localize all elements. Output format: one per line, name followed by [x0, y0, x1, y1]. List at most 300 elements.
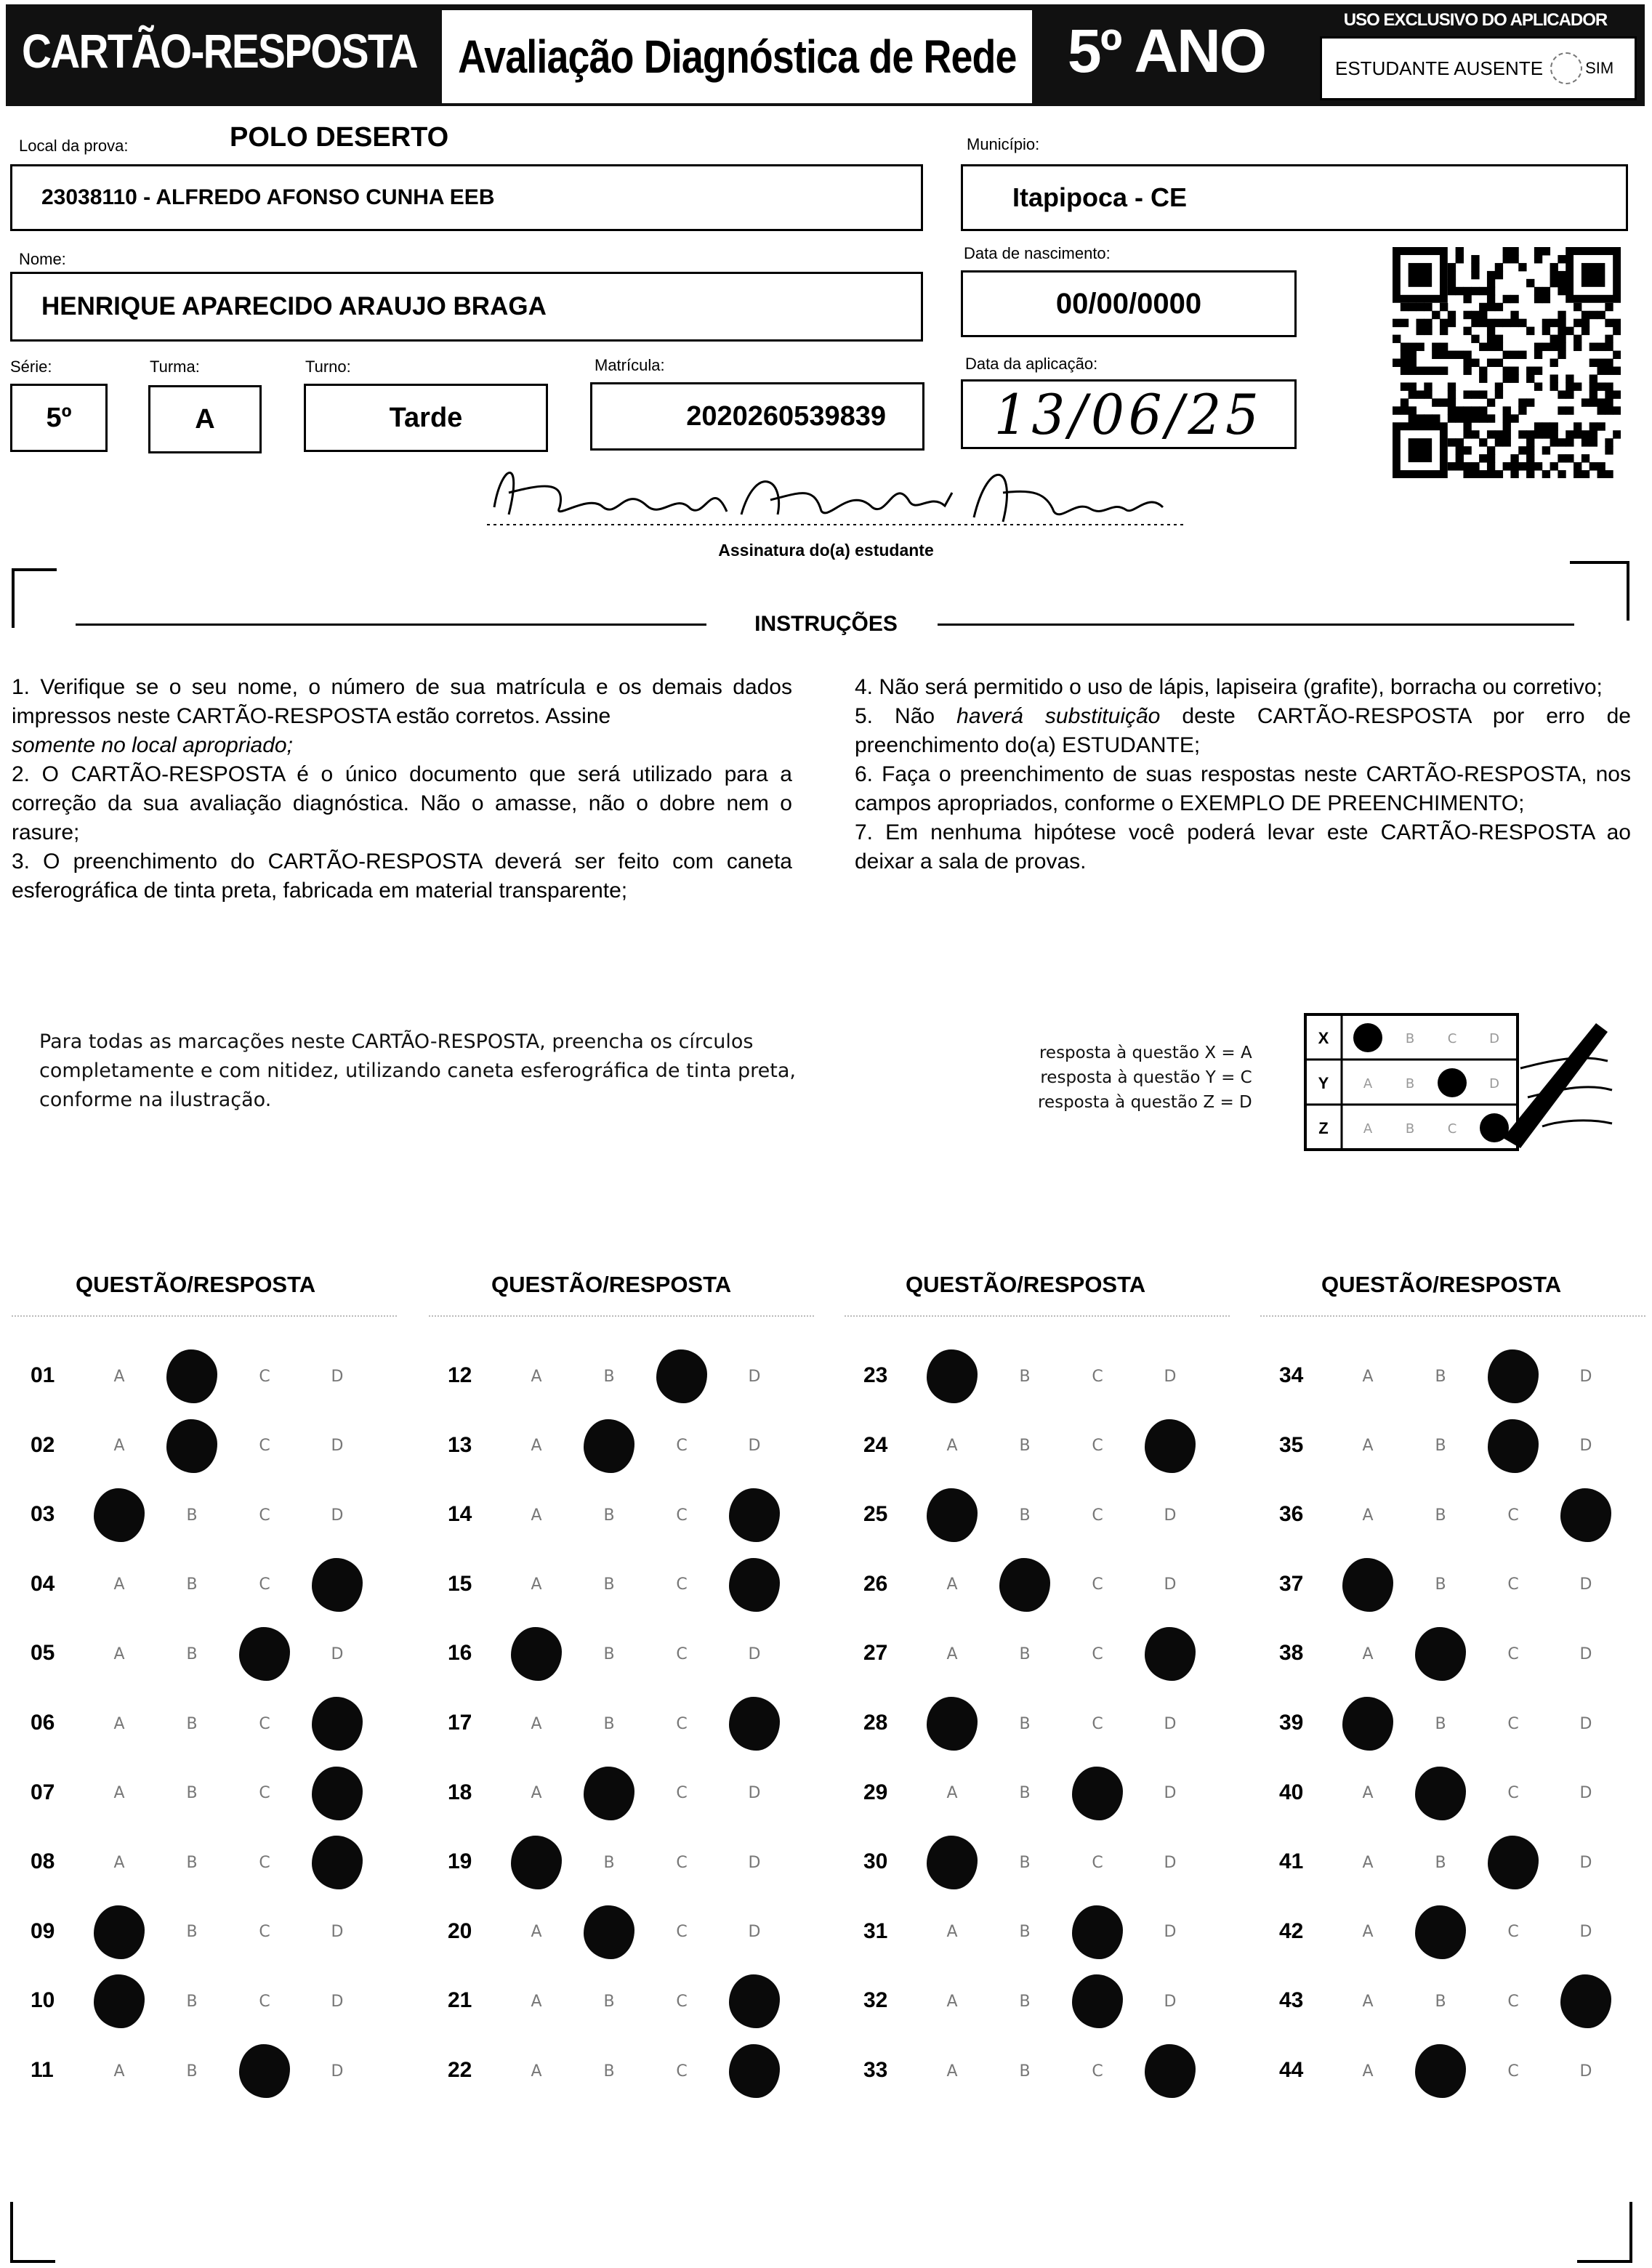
instruction-5 — [855, 702, 1631, 760]
answer-bubble-filled[interactable] — [927, 1349, 978, 1403]
turno-label: Turno: — [305, 358, 351, 376]
example-row-label: X — [1318, 1029, 1329, 1047]
answer-bubble[interactable]: A — [1362, 1644, 1374, 1663]
question-number: 09 — [31, 1918, 55, 1943]
school-field — [10, 164, 923, 231]
answer-bubble[interactable]: A — [113, 1575, 125, 1594]
answer-bubble[interactable]: D — [331, 1437, 344, 1456]
question-number: 37 — [1279, 1571, 1304, 1596]
answer-bubble[interactable]: C — [259, 1506, 270, 1525]
exam-title-box — [442, 10, 1032, 103]
answer-bubble[interactable]: C — [1092, 1367, 1103, 1386]
answer-bubble-filled[interactable] — [239, 2044, 290, 2098]
answer-bubble[interactable]: D — [1579, 1784, 1592, 1803]
polo-value: POLO DESERTO — [230, 122, 449, 153]
answer-bubble[interactable]: B — [603, 1853, 615, 1872]
question-number: 28 — [863, 1711, 888, 1735]
answer-bubble-filled[interactable] — [1072, 1767, 1123, 1820]
question-number: 39 — [1279, 1711, 1304, 1735]
answer-column-header: QUESTÃO/RESPOSTA — [906, 1272, 1146, 1297]
example-option-letter: D — [1489, 1076, 1499, 1091]
question-number: 26 — [863, 1571, 888, 1596]
answer-bubble[interactable]: B — [1019, 1784, 1031, 1803]
answer-bubble[interactable]: B — [186, 1575, 198, 1594]
answer-bubble[interactable]: B — [1435, 1714, 1446, 1733]
card-title: CARTÃO-RESPOSTA — [22, 24, 417, 78]
answer-bubble-filled[interactable] — [1488, 1836, 1539, 1889]
nascimento-field — [961, 270, 1297, 337]
nome-value: HENRIQUE APARECIDO ARAUJO BRAGA — [41, 292, 547, 320]
answer-bubble[interactable]: D — [748, 1784, 761, 1803]
question-number: 24 — [863, 1432, 888, 1457]
answer-bubble-filled[interactable] — [729, 1488, 780, 1542]
question-number: 25 — [863, 1502, 888, 1527]
instruction-5-emphasis: haverá substituição — [956, 704, 1161, 728]
answer-bubble-filled[interactable] — [1145, 1627, 1196, 1681]
answer-bubble[interactable]: A — [1362, 1506, 1374, 1525]
exam-title: Avaliação Diagnóstica de Rede — [457, 31, 1017, 83]
answer-bubble[interactable]: A — [1362, 1853, 1374, 1872]
answer-bubble-filled[interactable] — [1488, 1349, 1539, 1403]
answer-bubble[interactable]: D — [1579, 1714, 1592, 1733]
answer-bubble[interactable]: C — [676, 1853, 688, 1872]
instruction-1-emphasis: somente no local apropriado; — [12, 733, 293, 757]
answer-bubble-filled[interactable] — [94, 1974, 145, 2028]
instructions-title: INSTRUÇÕES — [754, 612, 898, 636]
answer-bubble[interactable]: D — [1579, 1923, 1592, 1942]
answer-column-rule — [1260, 1315, 1645, 1318]
answer-bubble[interactable]: A — [1362, 1367, 1374, 1386]
answer-bubble[interactable]: B — [1019, 1714, 1031, 1733]
question-number: 36 — [1279, 1502, 1304, 1527]
answer-bubble[interactable]: A — [1362, 1923, 1374, 1942]
answer-bubble[interactable]: B — [1019, 1437, 1031, 1456]
answer-bubble-filled[interactable] — [312, 1558, 363, 1612]
answer-bubble[interactable]: C — [259, 1784, 270, 1803]
answer-bubble-filled[interactable] — [656, 1349, 707, 1403]
answer-bubble[interactable]: A — [946, 1644, 958, 1663]
question-number: 29 — [863, 1780, 888, 1804]
answer-bubble[interactable]: A — [531, 1367, 542, 1386]
answer-bubble[interactable]: C — [676, 1992, 688, 2011]
answer-bubble[interactable]: B — [186, 1714, 198, 1733]
answer-bubble[interactable]: A — [531, 2062, 542, 2081]
instructions-left — [12, 673, 792, 905]
answer-bubble-filled[interactable] — [312, 1836, 363, 1889]
answer-bubble[interactable]: C — [1507, 1644, 1519, 1663]
answer-bubble[interactable]: B — [1019, 1853, 1031, 1872]
local-label: Local da prova: — [19, 137, 129, 155]
answer-bubble-filled[interactable] — [1145, 1419, 1196, 1473]
answer-bubble[interactable]: C — [1507, 1784, 1519, 1803]
nascimento-value: 00/00/0000 — [1055, 287, 1202, 320]
answer-bubble[interactable]: B — [1435, 1853, 1446, 1872]
example-legend-y: resposta à questão Y = C — [1040, 1068, 1252, 1087]
signature-area — [480, 449, 1192, 529]
answer-bubble[interactable]: B — [1435, 1367, 1446, 1386]
answer-bubble-filled[interactable] — [239, 1627, 290, 1681]
answer-bubble[interactable]: A — [946, 2062, 958, 2081]
question-number: 05 — [31, 1641, 55, 1666]
answer-bubble[interactable]: D — [331, 1644, 344, 1663]
answer-bubble[interactable]: A — [531, 1992, 542, 2011]
answer-bubble-filled[interactable] — [927, 1697, 978, 1751]
answer-bubble[interactable]: B — [1435, 1506, 1446, 1525]
answer-bubble-filled[interactable] — [999, 1558, 1050, 1612]
question-number: 01 — [31, 1363, 55, 1387]
municipio-field — [961, 164, 1628, 231]
answer-bubble-filled[interactable] — [1072, 1905, 1123, 1959]
question-number: 18 — [448, 1780, 472, 1804]
answer-bubble[interactable]: A — [113, 1367, 125, 1386]
applicator-label: USO EXCLUSIVO DO APLICADOR — [1343, 10, 1608, 30]
answer-bubble[interactable]: C — [1507, 1506, 1519, 1525]
instructions-right — [855, 673, 1631, 876]
nascimento-label: Data de nascimento: — [964, 244, 1111, 262]
answer-bubble-filled[interactable] — [1488, 1419, 1539, 1473]
question-number: 22 — [448, 2058, 472, 2082]
absent-label: ESTUDANTE AUSENTE — [1335, 57, 1544, 79]
answer-column-header: QUESTÃO/RESPOSTA — [491, 1272, 732, 1297]
answer-bubble[interactable]: B — [603, 1714, 615, 1733]
answer-column-rule — [429, 1315, 814, 1318]
answer-bubble-filled[interactable] — [94, 1488, 145, 1542]
example-text: Para todas as marcações neste CARTÃO-RESPOSTA, preencha os círculos completamente e com nitidez, utilizando caneta esferográfica de tinta preta, conforme na ilustração. — [39, 1030, 796, 1111]
answer-bubble[interactable]: B — [186, 1853, 198, 1872]
answer-bubble[interactable]: B — [1435, 1992, 1446, 2011]
example-legend — [1038, 1041, 1252, 1115]
instruction-6: 6. Faça o preenchimento de suas respostas neste CARTÃO-RESPOSTA, nos campos apropriados, conforme o EXEMPLO DE PREENCHIMENTO; — [855, 762, 1631, 815]
answer-bubble[interactable]: B — [603, 1367, 615, 1386]
aplicacao-label: Data da aplicação: — [965, 355, 1098, 373]
serie-field — [10, 384, 108, 452]
answer-bubble[interactable]: B — [1019, 1644, 1031, 1663]
answer-bubble[interactable]: B — [186, 1506, 198, 1525]
answer-bubble[interactable]: C — [259, 1992, 270, 2011]
question-number: 34 — [1279, 1363, 1304, 1387]
serie-value: 5º — [46, 402, 72, 433]
question-number: 08 — [31, 1849, 55, 1874]
answer-bubble-filled[interactable] — [927, 1488, 978, 1542]
answer-bubble[interactable]: D — [1164, 1367, 1177, 1386]
answer-bubble-filled[interactable] — [584, 1419, 634, 1473]
answer-bubble[interactable]: B — [603, 1644, 615, 1663]
answer-bubble-filled[interactable] — [166, 1419, 217, 1473]
answer-bubble[interactable]: B — [1019, 1367, 1031, 1386]
answer-bubble[interactable]: D — [1579, 1853, 1592, 1872]
answer-bubble[interactable]: C — [676, 1575, 688, 1594]
answer-bubble[interactable]: C — [1092, 1575, 1103, 1594]
answer-bubble[interactable]: C — [259, 1714, 270, 1733]
matricula-label: Matrícula: — [595, 356, 665, 374]
question-number: 14 — [448, 1502, 472, 1527]
answer-bubble[interactable]: A — [531, 1714, 542, 1733]
answer-bubble[interactable]: B — [603, 1575, 615, 1594]
example-row-label: Y — [1318, 1074, 1329, 1092]
answer-bubble[interactable]: D — [1164, 1923, 1177, 1942]
answer-bubble-filled[interactable] — [166, 1349, 217, 1403]
aplicacao-value: 13/06/25 — [994, 382, 1263, 447]
example-option-letter: D — [1489, 1031, 1499, 1046]
question-number: 10 — [31, 1988, 55, 2013]
answer-bubble[interactable]: D — [1164, 1853, 1177, 1872]
turno-value: Tarde — [389, 402, 463, 433]
question-number: 21 — [448, 1988, 472, 2013]
answer-bubble-filled[interactable] — [1560, 1974, 1611, 2028]
answer-bubble-filled[interactable] — [511, 1627, 562, 1681]
absent-option: SIM — [1585, 59, 1614, 77]
answer-bubble[interactable]: C — [259, 1923, 270, 1942]
answer-bubble-filled[interactable] — [729, 1974, 780, 2028]
answer-bubble[interactable]: C — [259, 1437, 270, 1456]
answer-bubble[interactable]: B — [186, 1644, 198, 1663]
answer-bubble[interactable]: A — [1362, 1992, 1374, 2011]
instruction-5-b: deste CARTÃO-RESPOSTA por erro de preenchimento do(a) ESTUDANTE; — [855, 704, 1631, 757]
serie-label: Série: — [10, 358, 52, 376]
example-illustration — [1302, 1010, 1615, 1155]
answer-bubble[interactable]: D — [748, 1367, 761, 1386]
answer-bubble-filled[interactable] — [1145, 2044, 1196, 2098]
answer-bubble[interactable]: D — [331, 1992, 344, 2011]
answer-bubble[interactable]: D — [331, 1367, 344, 1386]
answer-bubble[interactable]: B — [186, 1784, 198, 1803]
answer-bubble[interactable]: D — [748, 1437, 761, 1456]
answer-bubble[interactable]: A — [1362, 2062, 1374, 2081]
question-number: 32 — [863, 1988, 888, 2013]
answer-bubble[interactable]: D — [748, 1644, 761, 1663]
answer-bubble[interactable]: D — [1579, 1437, 1592, 1456]
answer-bubble-filled[interactable] — [584, 1767, 634, 1820]
answer-bubble[interactable]: B — [186, 2062, 198, 2081]
answer-column-rule — [845, 1315, 1230, 1318]
answer-bubble[interactable]: A — [531, 1575, 542, 1594]
answer-bubble-filled[interactable] — [1342, 1697, 1393, 1751]
question-number: 17 — [448, 1711, 472, 1735]
answer-column-header: QUESTÃO/RESPOSTA — [76, 1272, 316, 1297]
answer-bubble[interactable]: B — [186, 1992, 198, 2011]
answer-bubble-filled[interactable] — [511, 1836, 562, 1889]
answer-bubble[interactable]: B — [603, 1992, 615, 2011]
answer-bubble[interactable]: A — [946, 1923, 958, 1942]
answer-bubble[interactable]: C — [676, 1714, 688, 1733]
turno-field — [304, 384, 548, 452]
example-option-letter: B — [1405, 1076, 1415, 1091]
absent-bubble[interactable] — [1550, 52, 1582, 84]
answer-bubble[interactable]: D — [748, 1853, 761, 1872]
example-row-label: Z — [1318, 1119, 1329, 1137]
answer-bubble-filled[interactable] — [1415, 1767, 1466, 1820]
matricula-value: 2020260539839 — [686, 400, 886, 432]
question-number: 33 — [863, 2058, 888, 2082]
answer-bubble-filled[interactable] — [729, 1697, 780, 1751]
answer-bubble[interactable]: D — [1164, 1575, 1177, 1594]
answer-bubble[interactable]: D — [1579, 1367, 1592, 1386]
answer-bubble[interactable]: C — [1507, 1923, 1519, 1942]
answer-column-rule — [12, 1315, 397, 1318]
question-number: 15 — [448, 1571, 472, 1596]
answer-bubble[interactable]: C — [1092, 1437, 1103, 1456]
answer-bubble[interactable]: A — [946, 1575, 958, 1594]
answer-bubble[interactable]: A — [946, 1437, 958, 1456]
answer-bubble[interactable]: D — [331, 1506, 344, 1525]
answer-bubble[interactable]: A — [113, 1437, 125, 1456]
answer-column-header: QUESTÃO/RESPOSTA — [1321, 1272, 1562, 1297]
answer-bubble-filled[interactable] — [312, 1697, 363, 1751]
answer-bubble-filled[interactable] — [1072, 1974, 1123, 2028]
answer-bubble[interactable]: C — [1092, 1853, 1103, 1872]
answer-bubble[interactable]: D — [1164, 1784, 1177, 1803]
answer-bubble-filled[interactable] — [1415, 2044, 1466, 2098]
answer-bubble-filled[interactable] — [729, 2044, 780, 2098]
answer-bubble-filled[interactable] — [1560, 1488, 1611, 1542]
answer-bubble[interactable]: B — [1435, 1575, 1446, 1594]
answer-bubble[interactable]: C — [1092, 1644, 1103, 1663]
question-number: 06 — [31, 1711, 55, 1735]
answer-bubble[interactable]: A — [531, 1506, 542, 1525]
signature-drawing — [480, 449, 1192, 529]
answer-bubble[interactable]: D — [331, 2062, 344, 2081]
nome-field — [10, 272, 923, 342]
answer-bubble[interactable]: D — [1164, 1992, 1177, 2011]
question-number: 41 — [1279, 1849, 1304, 1874]
question-number: 11 — [31, 2058, 54, 2082]
question-number: 07 — [31, 1780, 55, 1804]
example-filled-bubble — [1438, 1068, 1467, 1097]
answer-bubble[interactable]: C — [676, 1784, 688, 1803]
answer-bubble-filled[interactable] — [1342, 1558, 1393, 1612]
aplicacao-field — [961, 379, 1297, 449]
answer-bubble[interactable]: A — [1362, 1784, 1374, 1803]
answer-bubble[interactable]: D — [1579, 1575, 1592, 1594]
answer-bubble[interactable]: B — [1019, 2062, 1031, 2081]
turma-label: Turma: — [150, 358, 200, 376]
answer-bubble[interactable]: B — [186, 1923, 198, 1942]
answer-bubble-filled[interactable] — [1415, 1627, 1466, 1681]
turma-value: A — [195, 403, 215, 435]
answer-bubble[interactable]: C — [676, 1923, 688, 1942]
question-number: 03 — [31, 1502, 55, 1527]
matricula-field — [590, 382, 924, 451]
answer-bubble[interactable]: C — [1092, 1506, 1103, 1525]
answer-bubble[interactable]: A — [113, 1644, 125, 1663]
instruction-3: 3. O preenchimento do CARTÃO-RESPOSTA deverá ser feito com caneta esferográfica de tinta preta, fabricada em material transparente; — [12, 850, 792, 903]
answer-bubble[interactable]: A — [1362, 1437, 1374, 1456]
qr-code — [1393, 247, 1621, 478]
answer-bubble[interactable]: C — [676, 1644, 688, 1663]
grade-badge: 5º ANO — [1067, 16, 1266, 85]
municipio-value: Itapipoca - CE — [1012, 182, 1188, 212]
question-number: 12 — [448, 1363, 472, 1387]
answer-bubble[interactable]: C — [1507, 1992, 1519, 2011]
answer-bubble[interactable]: C — [676, 2062, 688, 2081]
signature-label: Assinatura do(a) estudante — [718, 541, 934, 560]
question-number: 23 — [863, 1363, 888, 1387]
absent-box — [1320, 36, 1637, 100]
answer-bubble-filled[interactable] — [94, 1905, 145, 1959]
question-number: 19 — [448, 1849, 472, 1874]
answer-bubble[interactable]: A — [113, 1784, 125, 1803]
answer-bubble[interactable]: A — [946, 1992, 958, 2011]
answer-bubble[interactable]: B — [603, 1506, 615, 1525]
question-number: 02 — [31, 1432, 55, 1457]
answer-bubble[interactable]: C — [1507, 1575, 1519, 1594]
question-number: 13 — [448, 1432, 472, 1457]
instruction-4: 4. Não será permitido o uso de lápis, lapiseira (grafite), borracha ou corretivo; — [855, 675, 1603, 699]
answer-bubble[interactable]: C — [1507, 1714, 1519, 1733]
question-number: 43 — [1279, 1988, 1304, 2013]
answer-bubble[interactable]: D — [331, 1923, 344, 1942]
turma-field — [148, 385, 262, 453]
question-number: 27 — [863, 1641, 888, 1666]
example-option-letter: A — [1363, 1121, 1373, 1137]
answer-bubble[interactable]: C — [1507, 2062, 1519, 2081]
instruction-5-a: 5. Não — [855, 704, 935, 728]
answer-bubble[interactable]: B — [603, 2062, 615, 2081]
question-number: 42 — [1279, 1918, 1304, 1943]
answer-bubble[interactable]: D — [1164, 1714, 1177, 1733]
answer-bubble[interactable]: B — [1019, 1992, 1031, 2011]
answer-bubble[interactable]: A — [531, 1784, 542, 1803]
instruction-2: 2. O CARTÃO-RESPOSTA é o único documento que será utilizado para a correção da sua avaliação diagnóstica. Não o amasse, não o dobre nem o rasure; — [12, 762, 792, 844]
answer-bubble[interactable]: A — [946, 1784, 958, 1803]
answer-bubble[interactable]: B — [1019, 1923, 1031, 1942]
question-number: 35 — [1279, 1432, 1304, 1457]
answer-bubble[interactable]: C — [259, 1575, 270, 1594]
question-number: 20 — [448, 1918, 472, 1943]
answer-bubble[interactable]: C — [259, 1367, 270, 1386]
answer-bubble[interactable]: D — [1164, 1506, 1177, 1525]
answer-bubble[interactable]: D — [748, 1923, 761, 1942]
answer-bubble[interactable]: A — [113, 1853, 125, 1872]
answer-bubble[interactable]: C — [259, 1853, 270, 1872]
answer-bubble[interactable]: A — [113, 1714, 125, 1733]
answer-bubble-filled[interactable] — [312, 1767, 363, 1820]
example-option-letter: B — [1405, 1031, 1415, 1046]
answer-bubble[interactable]: C — [1092, 2062, 1103, 2081]
instruction-7: 7. Em nenhuma hipótese você poderá levar este CARTÃO-RESPOSTA ao deixar a sala de provas. — [855, 820, 1631, 873]
answer-bubble[interactable]: A — [531, 1437, 542, 1456]
question-number: 40 — [1279, 1780, 1304, 1804]
question-number: 04 — [31, 1571, 55, 1596]
example-option-letter: C — [1447, 1121, 1457, 1137]
answer-bubble[interactable]: C — [1092, 1714, 1103, 1733]
question-number: 38 — [1279, 1641, 1304, 1666]
school-value: 23038110 - ALFREDO AFONSO CUNHA EEB — [41, 185, 495, 209]
example-option-letter: C — [1447, 1031, 1457, 1046]
answer-bubble[interactable]: A — [113, 2062, 125, 2081]
answer-bubble-filled[interactable] — [729, 1558, 780, 1612]
instruction-1: 1. Verifique se o seu nome, o número de sua matrícula e os demais dados impressos neste CARTÃO-RESPOSTA estão corretos. Assine — [12, 675, 792, 728]
answer-bubble-filled[interactable] — [584, 1905, 634, 1959]
example-filled-bubble — [1353, 1023, 1382, 1052]
answer-bubble[interactable]: B — [1435, 1437, 1446, 1456]
instruction-1-italic — [12, 731, 792, 760]
answer-bubble-filled[interactable] — [1415, 1905, 1466, 1959]
example-option-letter: A — [1363, 1076, 1373, 1091]
question-number: 16 — [448, 1641, 472, 1666]
answer-bubble[interactable]: D — [1579, 1644, 1592, 1663]
answer-bubble[interactable]: A — [531, 1923, 542, 1942]
example-legend-x: resposta à questão X = A — [1039, 1044, 1252, 1062]
answer-bubble[interactable]: D — [1579, 2062, 1592, 2081]
answer-bubble[interactable]: C — [676, 1437, 688, 1456]
municipio-label: Município: — [967, 135, 1040, 153]
answer-bubble[interactable]: C — [676, 1506, 688, 1525]
answer-bubble[interactable]: B — [1019, 1506, 1031, 1525]
question-number: 31 — [863, 1918, 888, 1943]
question-number: 30 — [863, 1849, 888, 1874]
answer-bubble-filled[interactable] — [927, 1836, 978, 1889]
